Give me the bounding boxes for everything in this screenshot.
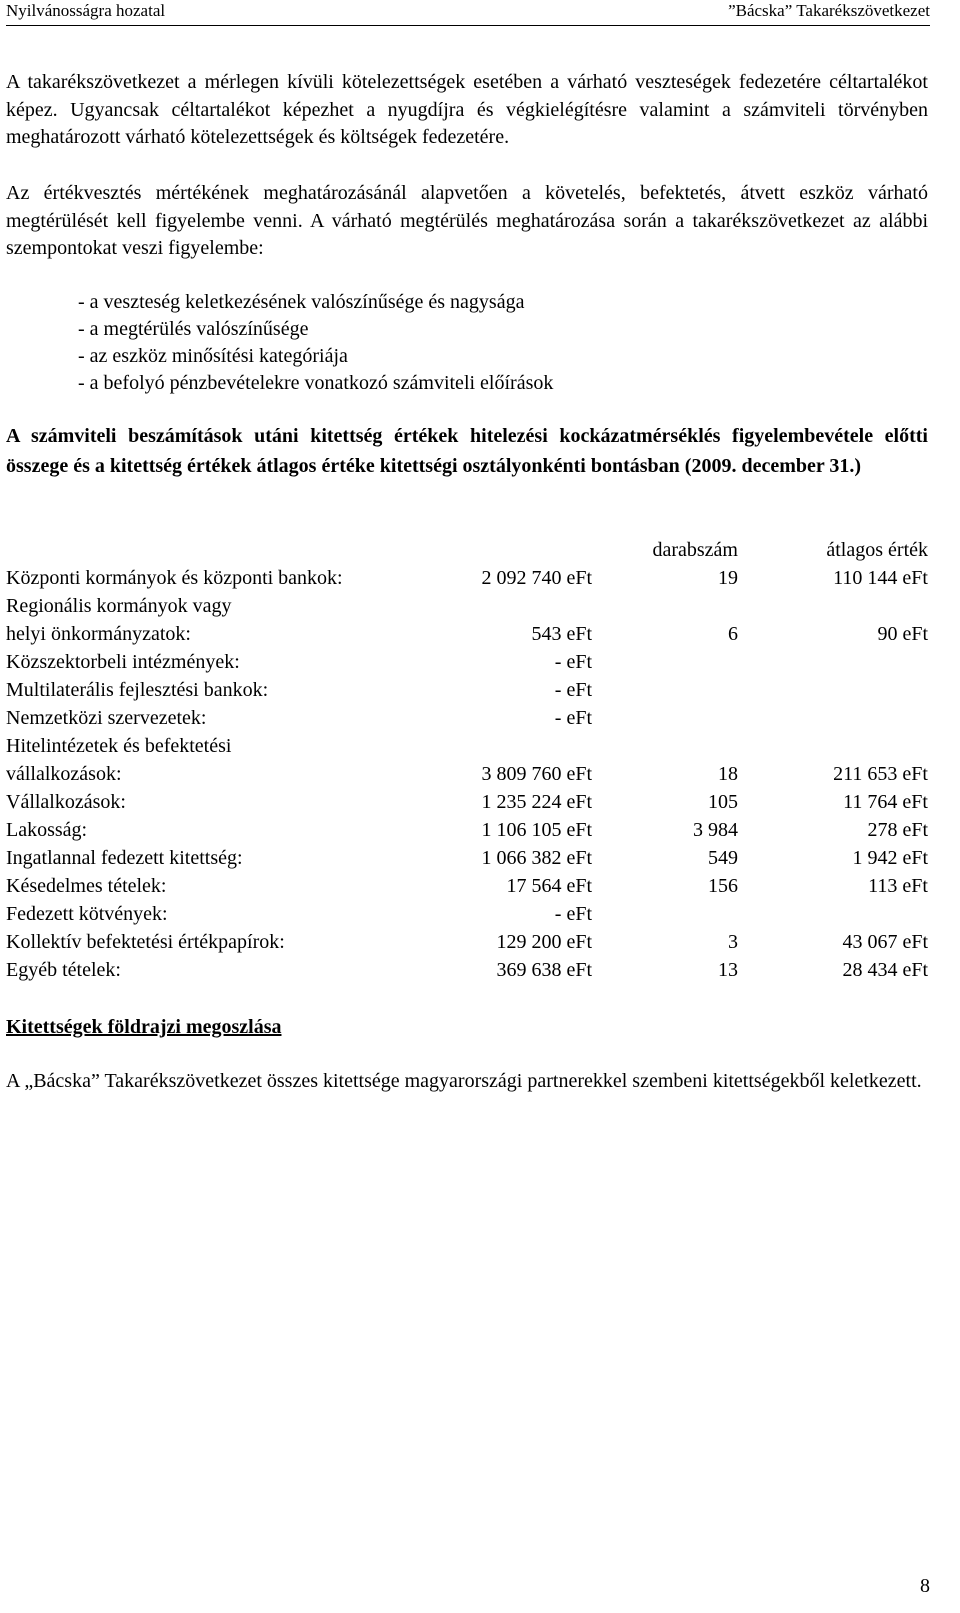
row-amount: 2 092 740 eFt <box>481 567 592 589</box>
list-item: - az eszköz minősítési kategóriája <box>78 345 348 367</box>
row-average: 278 eFt <box>867 819 928 841</box>
table-row <box>6 872 928 900</box>
row-label: vállalkozások: <box>6 763 122 785</box>
row-label: Egyéb tételek: <box>6 959 121 981</box>
row-count: 19 <box>718 567 738 589</box>
row-average: 28 434 eFt <box>842 959 928 981</box>
row-count: 18 <box>718 763 738 785</box>
table-row <box>6 928 928 956</box>
exposure-table <box>6 536 928 984</box>
row-label: Nemzetközi szervezetek: <box>6 707 207 729</box>
paragraph-impairment: Az értékvesztés mértékének meghatározásánál alapvetően a követelés, befektetés, átvett eszköz várható megtérülését kell figyelembe venni. A várható megtérülés meghatározása során a takarékszövetkezet az alábbi szempontokat veszi figyelembe: <box>6 182 928 259</box>
row-amount: 17 564 eFt <box>506 875 592 897</box>
geo-paragraph: A „Bácska” Takarékszövetkezet összes kitettsége magyarországi partnerekkel szembeni kitettségekből keletkezett. <box>6 1070 922 1092</box>
table-body <box>6 564 928 984</box>
table-row <box>6 564 928 592</box>
row-average: 113 eFt <box>868 875 928 897</box>
row-label: Késedelmes tételek: <box>6 875 167 897</box>
row-amount: 543 eFt <box>531 623 592 645</box>
table-row <box>6 956 928 984</box>
row-label: Multilaterális fejlesztési bankok: <box>6 679 269 701</box>
row-amount: 129 200 eFt <box>496 931 592 953</box>
row-label: Lakosság: <box>6 819 88 841</box>
row-count: 13 <box>718 959 738 981</box>
row-average: 1 942 eFt <box>852 847 928 869</box>
row-label: Fedezett kötvények: <box>6 903 168 925</box>
row-count: 105 <box>708 791 738 813</box>
table-row <box>6 760 928 788</box>
page-number: 8 <box>920 1575 930 1597</box>
row-label: Központi kormányok és központi bankok: <box>6 567 343 589</box>
row-amount: 1 106 105 eFt <box>481 819 592 841</box>
row-amount: - eFt <box>554 903 592 925</box>
table-row <box>6 648 928 676</box>
row-label: Kollektív befektetési értékpapírok: <box>6 931 285 953</box>
row-label: Közszektorbeli intézmények: <box>6 651 240 673</box>
table-row <box>6 704 928 732</box>
header-right-title: ”Bácska” Takarékszövetkezet <box>728 1 930 20</box>
row-label: Ingatlannal fedezett kitettség: <box>6 847 243 869</box>
row-label: Vállalkozások: <box>6 791 126 813</box>
header-count: darabszám <box>652 539 738 561</box>
row-amount: - eFt <box>554 679 592 701</box>
list-item: - a befolyó pénzbevételekre vonatkozó számviteli előírások <box>78 372 554 394</box>
row-amount: 369 638 eFt <box>496 959 592 981</box>
table-row <box>6 732 928 760</box>
criteria-list <box>78 289 553 397</box>
row-count: 3 984 <box>693 819 738 841</box>
row-amount: - eFt <box>554 707 592 729</box>
table-row <box>6 900 928 928</box>
row-count: 6 <box>728 623 738 645</box>
row-amount: - eFt <box>554 651 592 673</box>
row-count: 549 <box>708 847 738 869</box>
row-count: 156 <box>708 875 738 897</box>
table-row <box>6 844 928 872</box>
list-item: - a megtérülés valószínűsége <box>78 318 309 340</box>
row-amount: 3 809 760 eFt <box>481 763 592 785</box>
row-average: 110 144 eFt <box>833 567 928 589</box>
table-row <box>6 816 928 844</box>
list-item: - a veszteség keletkezésének valószínűsége és nagysága <box>78 291 525 313</box>
table-row <box>6 620 928 648</box>
header-average: átlagos érték <box>826 539 928 561</box>
row-amount: 1 066 382 eFt <box>481 847 592 869</box>
row-average: 211 653 eFt <box>833 763 928 785</box>
table-row <box>6 592 928 620</box>
paragraph-provisions: A takarékszövetkezet a mérlegen kívüli kötelezettségek esetében a várható veszteségek fedezetére céltartalékot képez. Ugyancsak céltartalékot képezhet a nyugdíjra és végkielégítésre valamint a számviteli törvényben meghatározott várható kötelezettségek és költségek fedezetére. <box>6 71 928 148</box>
header-left-title: Nyilvánosságra hozatal <box>6 1 166 20</box>
section-heading: A számviteli beszámítások utáni kitettség értékek hitelezési kockázatmérséklés figyelembevétele előtti összege és a kitettség értékek átlagos értéke kitettségi osztályonkénti bontásban (2009. december 31.) <box>6 425 928 477</box>
row-label: Hitelintézetek és befektetési <box>6 735 232 757</box>
row-average: 11 764 eFt <box>843 791 928 813</box>
row-average: 90 eFt <box>877 623 928 645</box>
row-label: helyi önkormányzatok: <box>6 623 191 645</box>
table-header <box>6 536 928 564</box>
row-count: 3 <box>728 931 738 953</box>
geo-heading: Kitettségek földrajzi megoszlása <box>6 1016 282 1038</box>
table-row <box>6 676 928 704</box>
table-row <box>6 788 928 816</box>
row-average: 43 067 eFt <box>842 931 928 953</box>
row-label: Regionális kormányok vagy <box>6 595 232 617</box>
page-header <box>6 0 930 26</box>
row-amount: 1 235 224 eFt <box>481 791 592 813</box>
